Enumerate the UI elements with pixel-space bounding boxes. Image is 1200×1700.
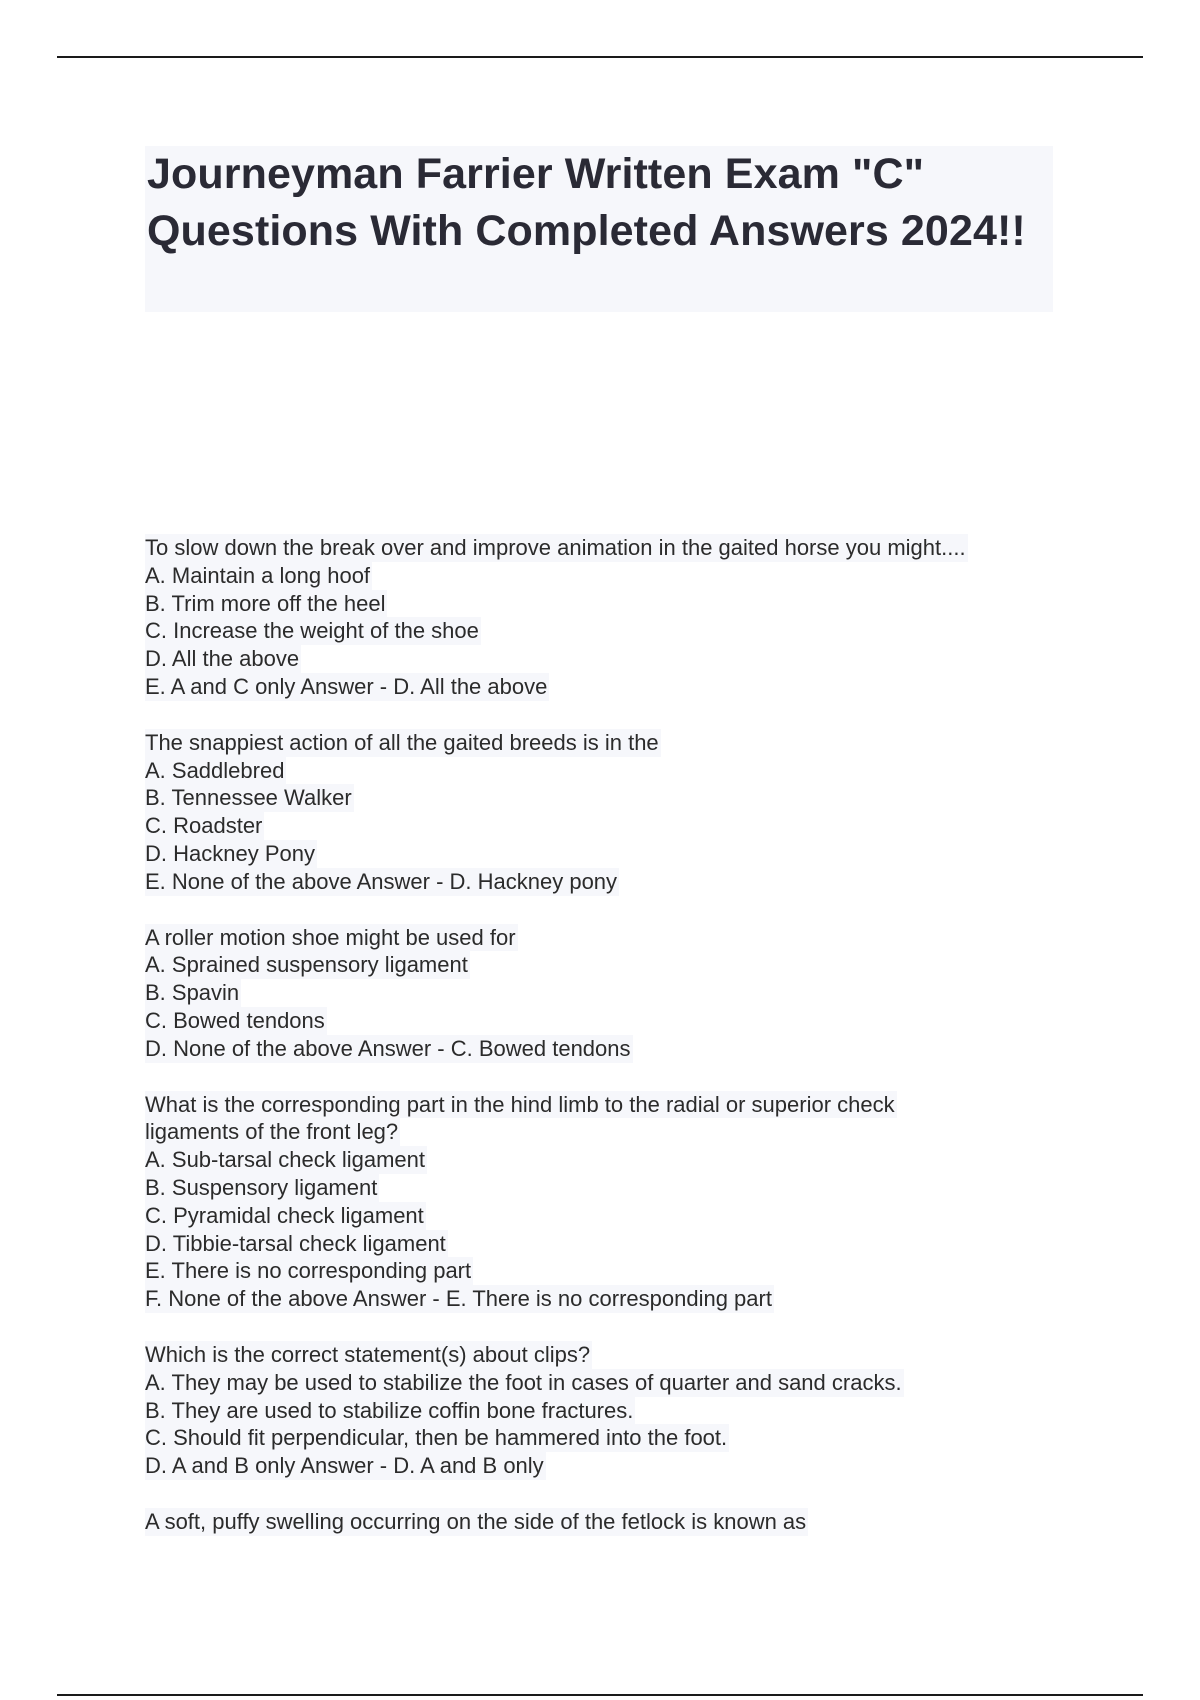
question-text: The snappiest action of all the gaited breeds is in the — [145, 729, 659, 755]
answer-option-with-answer: F. None of the above Answer - E. There is no corresponding part — [145, 1286, 772, 1312]
answer-option: C. Roadster — [145, 813, 263, 839]
question-text: What is the corresponding part in the hind limb to the radial or superior check — [145, 1091, 895, 1117]
answer-option: A. Saddlebred — [145, 757, 285, 783]
question-text: Which is the correct statement(s) about clips? — [145, 1341, 591, 1367]
answer-option-with-answer: D. A and B only Answer - D. A and B only — [145, 1453, 544, 1479]
answer-option: B. Spavin — [145, 980, 240, 1006]
bottom-rule — [57, 1694, 1143, 1696]
questions-list — [145, 534, 1065, 1564]
answer-option-with-answer: E. A and C only Answer - D. All the above — [145, 673, 548, 699]
answer-option: B. Tennessee Walker — [145, 785, 352, 811]
answer-option: B. Suspensory ligament — [145, 1174, 378, 1200]
question-text: A roller motion shoe might be used for — [145, 924, 516, 950]
answer-option: C. Should fit perpendicular, then be hammered into the foot. — [145, 1425, 728, 1451]
answer-option: E. There is no corresponding part — [145, 1258, 472, 1284]
question-block — [145, 1508, 1065, 1536]
question-block — [145, 1341, 1065, 1480]
question-text: A soft, puffy swelling occurring on the side of the fetlock is known as — [145, 1508, 807, 1534]
answer-option-with-answer: D. None of the above Answer - C. Bowed tendons — [145, 1035, 631, 1061]
answer-option: C. Increase the weight of the shoe — [145, 618, 479, 644]
answer-option: B. They are used to stabilize coffin bone fractures. — [145, 1397, 634, 1423]
question-text: To slow down the break over and improve animation in the gaited horse you might.... — [145, 535, 966, 560]
question-text-continued: ligaments of the front leg? — [145, 1119, 399, 1145]
answer-option: D. All the above — [145, 646, 300, 672]
answer-option: C. Bowed tendons — [145, 1007, 325, 1033]
document-title: Journeyman Farrier Written Exam "C" Questions With Completed Answers 2024!! — [147, 150, 1026, 255]
title-block — [145, 146, 1053, 312]
answer-option: A. Maintain a long hoof — [145, 562, 371, 588]
question-block — [145, 534, 1065, 701]
answer-option: D. Hackney Pony — [145, 840, 315, 866]
answer-option: A. Sprained suspensory ligament — [145, 952, 468, 978]
answer-option: C. Pyramidal check ligament — [145, 1202, 424, 1228]
question-block — [145, 729, 1065, 896]
question-block — [145, 1091, 1065, 1313]
question-block — [145, 924, 1065, 1063]
answer-option: D. Tibbie-tarsal check ligament — [145, 1230, 446, 1256]
answer-option-with-answer: E. None of the above Answer - D. Hackney pony — [145, 868, 618, 894]
answer-option: A. They may be used to stabilize the foot in cases of quarter and sand cracks. — [145, 1369, 902, 1395]
top-rule — [57, 56, 1143, 58]
answer-option: A. Sub-tarsal check ligament — [145, 1147, 426, 1173]
answer-option: B. Trim more off the heel — [145, 590, 386, 616]
